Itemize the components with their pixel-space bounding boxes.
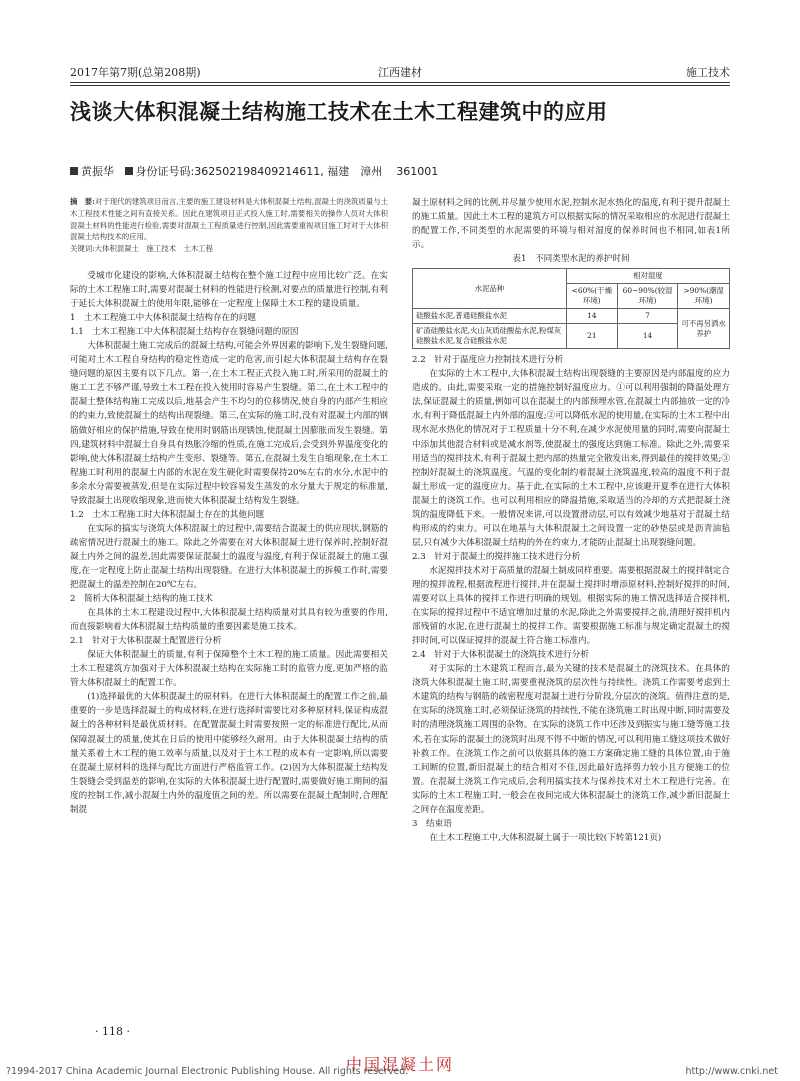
left-body xyxy=(70,269,388,817)
header-rule xyxy=(70,82,730,83)
body-paragraph: 对于实际的土木建筑工程而言,最为关键的技术是混凝土的浇筑技术。在具体的浇筑大体积混凝土施工时,需要重视浇筑的层次性与持续性。浇筑工作需要考虑到土木建筑的结构与钢筋的疏密程度对混凝土进行分阶段,分层次的浇筑。值得注意的是,在实际的浇筑施工时,必须保证浇筑的持续性,不能在浇筑施工时出现中断,同时需要及时的清理浇筑施工周围的杂物。在实际的浇筑工作中还涉及到振实与施工缝等施工技术,若在实际的混凝土的浇筑时出现不得不中断的情况,可以利用施工缝这项技术做好补救工作。在浇筑工作之前可以依据具体的施工方案确定施工缝的具体位置,由于施工间断的位置,新旧混凝土的结合相对不佳,因此最好选择剪力较小且方便施工的位置。在混凝土浇筑工作完成后,会利用搞实技术与保养技术对土木工程进行完善。在实际的土木工程施工时,一般会在夜间完成大体积混凝土的浇筑工作,减少新旧混凝土之间存在温度差距。 xyxy=(412,664,730,815)
article-title: 浅谈大体积混凝土结构施工技术在土木工程建筑中的应用 xyxy=(70,100,608,124)
right-body xyxy=(412,196,730,845)
keywords-text: 大体积混凝土 施工技术 土木工程 xyxy=(94,244,213,254)
abstract-label: 摘 要: xyxy=(70,197,95,206)
table-cell: 21 xyxy=(566,324,617,349)
body-paragraph: 在实际的搞实与浇筑大体积混凝土的过程中,需要结合混凝土的供应现状,钢筋的疏密情况进行混凝土的施工。除此之外需要在对大体积混凝土进行保养时,控制好混凝土内外之间的温差,因此需要保证混凝土的温度与温度,有利于保证混凝土的施工强度,在一定程度上防止混凝土结构出现裂缝。在进行大体积混凝土的拆模工作时,需要把混凝土的温差控制在20℃左右。 xyxy=(70,523,388,591)
section-heading: 1.1 土木工程施工中大体积混凝土结构存在裂缝问题的原因 xyxy=(70,327,299,338)
section-heading: 2.2 针对于温度应力控制技术进行分析 xyxy=(412,355,564,366)
page-number: · 118 · xyxy=(95,1025,130,1038)
body-paragraph: 大体积混凝土施工完成后的混凝土结构,可能会外界因素的影响下,发生裂缝问题,可能对土木工程自身结构的稳定性造成一定的危害,而引起大体积混凝土结构存在裂缝问题的原因主要有以下几点。第一,在土木工程正式投入施工时,所采用的混凝土的施工工艺不够严谨,导致土木工程在投入使用时容易产生裂缝。第二,在土木工程中的混凝土整体结构施工完成以后,地基会产生不均匀的位移情况,使自身的内部产生相应的约束力,致使混凝土的结构出现裂缝。第三,在实际的施工时,没有对混凝土内部的钢筋做好相应的保护措施,导致在使用时钢筋出现锈蚀,使混凝土因膨胀而发生裂缝。第四,建筑材料中混凝土自身具有热胀冷缩的性质,在施工完成后,会受到外界温度变化的影响,使大体积混凝土结构产生变形、裂缝等。第五,在混凝土发生自缩现象,在土木工程施工时利用的混凝土内部的水泥在发生硬化时需要保持20%左右的水分,水泥中的多余水分需要被蒸发,但是在实际过程中较容易发生蒸发的水分量大于规定的标准量,导致混凝土出现收缩现象,进而使大体积混凝土结构发生裂缝。 xyxy=(70,341,388,506)
section-heading: 1.2 土木工程施工时大体积混凝土存在的其他问题 xyxy=(70,509,265,520)
table-header-cell: >90%(潮湿环境) xyxy=(678,284,730,309)
abstract xyxy=(70,196,388,243)
right-column xyxy=(412,196,730,845)
body-paragraph: 在实际的土木工程中,大体积混凝土结构出现裂缝的主要原因是内部温度的应力造成的。由此,需要采取一定的措施控制好温度应力。①可以利用强制的降温处理方法,保证混凝土的质量,例如可以在混凝土的内部预埋水管,在混凝土内部抽放一定的冷水,有利于降低混凝土内外部的温度;②可以降低水泥的使用量,在实际的土木工程中出现水泥水热化的情况对于工程质量十分不利,在减少水泥使用量的同时,需要向混凝土中添加其他混合材料或是减水剂等,使混凝土的强度达到施工标准。除此之外,需要采用适当的搅拌技术,有利于混凝土把内部的热量完全散发出来,得到最佳的搅拌效果;③控制好混凝土的浇筑温度。气温的变化制约着混凝土浇筑温度,较高的温度不利于混凝土形成一定的温度应力。基于此,在实际的土木工程中,应该避开夏季在进行大体积混凝土的浇筑工作。也可以利用相应的降温措施,采取适当的冷却的方式把混凝土浇筑的温度降低下来。一般情况来讲,可以设置滑动层,可以有效减少地基对于混凝土结构形成的约束力。可以在地基与大体积混凝土之间设置一定的砂垫层或是沥青油毡层,只有减少大体积混凝土结构的外在约束力,才能防止混凝土出现裂缝问题。 xyxy=(412,369,730,548)
section-heading: 1 土木工程施工中大体积混凝土结构存在的问题 xyxy=(70,313,256,324)
keywords-label: 关键词: xyxy=(70,244,95,254)
id-number: 362502198409214611 xyxy=(194,165,321,178)
section-heading: 2.4 针对于大体积混凝土的浇筑技术进行分析 xyxy=(412,650,589,661)
id-label: 身份证号码: xyxy=(135,165,195,178)
table-header-cell: 相对湿度 xyxy=(566,269,729,284)
body-paragraph: 保证大体积混凝土的质量,有利于保障整个土木工程的施工质量。因此需要相关土木工程建筑方加强对于大体积混凝土结构在实际施工时的监管力度,更加严格的监管大体积混凝土的配置工作。 xyxy=(70,650,388,689)
table-header-cell: <60%(干燥环境) xyxy=(566,284,617,309)
cement-curing-table xyxy=(412,268,730,349)
section-heading: 2.3 针对于混凝土的搅拌施工技术进行分析 xyxy=(412,551,581,562)
table-cell: 可不再另洒水养护 xyxy=(678,309,730,349)
square-bullet-icon xyxy=(125,167,133,175)
body-paragraph: 水泥搅拌技术对于高质量的混凝土制成同样重要。需要根据混凝土的搅拌制定合理的搅拌流程,根据流程进行搅拌,并在混凝土搅拌时增添原材料,控制好搅拌的时间,需要对以上具体的搅拌工作进行明确的规划。根据实际的施工情况选择适合搅拌机,在实际的搅拌过程中不适宜增加过量的水泥,除此之外需要搅拌之前,清理好搅拌机内部残留的水泥,在进行混凝土的搅拌工作。需要根据施工标准与规定确定混凝土的搅拌时间,可以保证搅拌的混凝土符合施工标准内。 xyxy=(412,565,730,647)
table-cell: 矿渣硅酸盐水泥,火山灰质硅酸盐水泥,粉煤灰硅酸盐水泥,复合硅酸盐水泥 xyxy=(413,324,567,349)
body-paragraph: 在具体的土木工程建设过程中,大体积混凝土结构质量对其具有较为重要的作用,而直接影响着大体积混凝土结构质量的重要因素是施工技术。 xyxy=(70,608,388,633)
author-name: 黄振华 xyxy=(81,165,114,178)
body-paragraph: 在土木工程施工中,大体积混凝土属于一项比较(下转第121页) xyxy=(429,832,662,843)
section-heading: 2.1 针对于大体积混凝土配置进行分析 xyxy=(70,636,222,647)
copyright-text: ?1994-2017 China Academic Journal Electronic Publishing House. All rights reserved. xyxy=(6,1066,409,1077)
table-cell: 14 xyxy=(566,309,617,324)
table-cell: 14 xyxy=(617,324,677,349)
journal-name: 江西建材 xyxy=(378,66,422,79)
keywords xyxy=(70,243,388,255)
body-paragraph: (1)选择最优的大体积混凝土的原材料。在进行大体积混凝土的配置工作之前,最重要的一步是选择混凝土的构成材料,在进行选择时需要比对多种原材料,保证构成混凝土的各种材料是最优质材料。在配置混凝土时需要按照一定的标准进行配比,从而保障混凝土的质量,使其在日后的使用中能够经久耐用。由于大体积混凝土结构的质量关系着土木工程的施工效率与质量,以及对于土木工程的成本有一定影响,所以需要在混凝土原材料的选择与配比方面进行严格监管工作。(2)因为大体积混凝土结构发生裂缝会受到温差的影响,在实际的大体积混凝土进行配置时,需要做好施工期间的温度的控制工作,减小混凝土内外的温度值之间的差。所以需要在混凝土配制时,合理配制混 xyxy=(70,692,388,815)
author-line: 黄振华 身份证号码:362502198409214611, 福建 漳州 361001 xyxy=(70,163,730,179)
running-header xyxy=(70,64,730,80)
section-heading: 3 结束语 xyxy=(412,818,452,829)
body-paragraph: 凝土原材料之间的比例,并尽量少使用水泥,控制水泥水热化的温度,有利于提升混凝土的施工质量。因此土木工程的建筑方可以根据实际的情况采取相应的水泥进行混凝土的配置工作,不同类型的水泥需要的环境与相对湿度的保养时间也不相同,如表1所示。 xyxy=(412,198,730,251)
section-name: 施工技术 xyxy=(686,66,730,79)
watermark: 中国混凝土网 xyxy=(345,1055,454,1074)
table-row xyxy=(413,309,730,324)
cnki-link[interactable]: http://www.cnki.net xyxy=(685,1066,778,1077)
table-cell: 7 xyxy=(617,309,677,324)
table-cell: 硅酸盐水泥,普通硅酸盐水泥 xyxy=(413,309,567,324)
body-paragraph: 受城市化建设的影响,大体积混凝土结构在整个施工过程中应用比较广泛。在实际的土木工程施工时,需要对混凝土材料的性能进行检测,对要点的质量进行控制,有利于延长大体积混凝土的使用年限,能够在一定程度上保障土木工程的建设质量。 xyxy=(70,270,388,310)
header-rule-secondary xyxy=(70,85,730,86)
section-heading: 2 简析大体积混凝土结构的施工技术 xyxy=(70,594,213,605)
zip-code: 361001 xyxy=(396,165,439,178)
left-column xyxy=(70,196,388,817)
table-header-cell: 60~90%(较湿环境) xyxy=(617,284,677,309)
table-header-cell: 水泥品种 xyxy=(413,269,567,309)
abstract-text: 对于现代的建筑项目而言,主要的施工建设材料是大体积混凝土结构,混凝土的浇筑质量与土木工程技术性能之间有直接关系。因此在建筑项目正式投入施工时,需要相关的操作人员对大体积混凝土材料的性能进行检验,需要对混凝土工程质量进行控制,因此需要重视项目施工时对于大体积混凝土结构技术的应用。 xyxy=(70,197,389,242)
author-location: 福建 漳州 xyxy=(327,165,383,178)
square-bullet-icon xyxy=(70,167,78,175)
table-caption: 表1 不同类型水泥的养护时间 xyxy=(512,254,630,265)
issue-info: 2017年第7期(总第208期) xyxy=(70,66,201,79)
